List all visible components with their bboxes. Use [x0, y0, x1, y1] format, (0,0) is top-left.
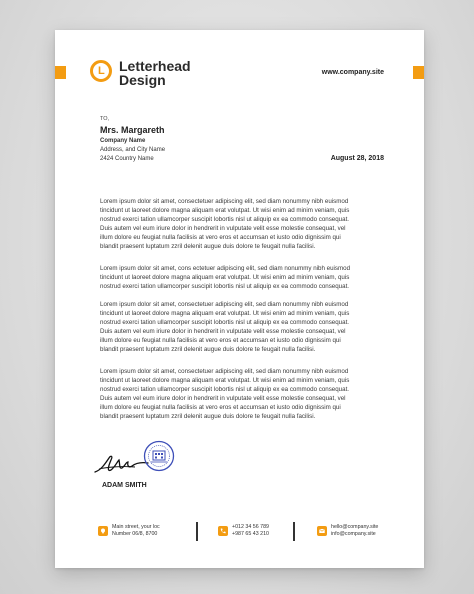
footer-email-line2: info@company.site: [331, 531, 376, 537]
to-label: TO,: [100, 116, 110, 122]
text-line: Duis autem vel eum iriure dolor in hendrerit in vulputate velit esse molestie consequat, vel: [100, 328, 346, 335]
accent-bar-right: [413, 66, 424, 79]
logo-icon: [90, 60, 112, 82]
email-icon: [317, 526, 327, 536]
body-paragraph-1: [100, 197, 392, 251]
text-line: illum dolore eu feugiat nulla facilisis at vero eros et accumsan et iusto odio dignissim qui: [100, 404, 341, 411]
brand-title-line1: Letterhead: [119, 58, 191, 74]
text-line: illum dolore eu feugiat nulla facilisis at vero eros et accumsan et iusto odio dignissim qui: [100, 337, 341, 344]
text-line: blandit praesent luptatum zzril delenit augue duis dolore te feugait nulla facilisi.: [100, 243, 316, 250]
signer-name: ADAM SMITH: [102, 482, 147, 489]
recipient-country: 2424 Country Name: [100, 156, 154, 162]
text-line: Lorem ipsum dolor sit amet, consectetuer adipiscing elit, sed diam nonummy nibh euismod: [100, 301, 349, 308]
location-icon: [98, 526, 108, 536]
footer-divider: [196, 522, 198, 541]
text-line: blandit praesent luptatum zzril delenit augue duis dolore te feugait nulla facilisi.: [100, 346, 316, 353]
text-line: nostrud exerci tation ullamcorper suscipit lobortis nisl ut aliquip ex ea commodo consequat.: [100, 283, 350, 290]
brand-title: [119, 59, 191, 87]
recipient-address: Address, and City Name: [100, 147, 166, 153]
text-line: Duis autem vel eum iriure dolor in hendrerit in vulputate velit esse molestie consequat, vel: [100, 395, 346, 402]
body-paragraph-3: [100, 300, 392, 354]
text-line: blandit praesent luptatum zzril delenit augue duis dolore te feugait nulla facilisi.: [100, 413, 316, 420]
text-line: tincidunt ut laoreet dolore magna aliquam erat volutpat. Ut wisi enim ad minim veniam, quis: [100, 310, 350, 317]
footer-divider: [293, 522, 295, 541]
text-line: tincidunt ut laoreet dolore magna aliquam erat volutpat. Ut wisi enim ad minim veniam, quis: [100, 207, 350, 214]
footer-address-line1: Main street, your loc: [112, 524, 160, 530]
text-line: nostrud exerci tation ullamcorper suscipit lobortis nisl ut aliquip ex ea commodo consequat.: [100, 386, 350, 393]
company-seal-icon: [143, 440, 175, 472]
text-line: nostrud exerci tation ullamcorper suscipit lobortis nisl ut aliquip ex ea commodo consequat.: [100, 319, 350, 326]
text-line: Lorem ipsum dolor sit amet, consectetuer adipiscing elit, sed diam nonummy nibh euismod: [100, 198, 349, 205]
text-line: nostrud exerci tation ullamcorper suscipit lobortis nisl ut aliquip ex ea commodo consequat.: [100, 216, 350, 223]
brand-title-line2: Design: [119, 72, 166, 88]
body-paragraph-2: [100, 264, 392, 291]
text-line: tincidunt ut laoreet dolore magna aliquam erat volutpat. Ut wisi enim ad minim veniam, quis: [100, 274, 350, 281]
phone-icon: [218, 526, 228, 536]
text-line: illum dolore eu feugiat nulla facilisis at vero eros et accumsan et iusto odio dignissim qui: [100, 234, 341, 241]
recipient-name: Mrs. Margareth: [100, 125, 165, 135]
footer-phone-line2: +987 65 43 210: [232, 531, 269, 537]
footer-phone-line1: +012 34 56 789: [232, 524, 269, 530]
text-line: Lorem ipsum dolor sit amet, consectetuer adipiscing elit, sed diam nonummy nibh euismod: [100, 368, 349, 375]
text-line: tincidunt ut laoreet dolore magna aliquam erat volutpat. Ut wisi enim ad minim veniam, quis: [100, 377, 350, 384]
website-text: www.company.site: [321, 69, 384, 76]
logo-letter: L: [98, 65, 105, 77]
accent-bar-left: [55, 66, 66, 79]
footer-address-line2: Number 06/8, 8700: [112, 531, 158, 537]
text-line: Lorem ipsum dolor sit amet, cons ectetuer adipiscing elit, sed diam nonummy nibh euismod: [100, 265, 351, 272]
letter-date: August 28, 2018: [330, 155, 384, 162]
text-line: Duis autem vel eum iriure dolor in hendrerit in vulputate velit esse molestie consequat, vel: [100, 225, 346, 232]
footer-email-line1: hello@company.site: [331, 524, 379, 530]
letterhead-sheet: [55, 30, 424, 568]
recipient-company: Company Name: [100, 138, 146, 144]
body-paragraph-4: [100, 367, 392, 421]
